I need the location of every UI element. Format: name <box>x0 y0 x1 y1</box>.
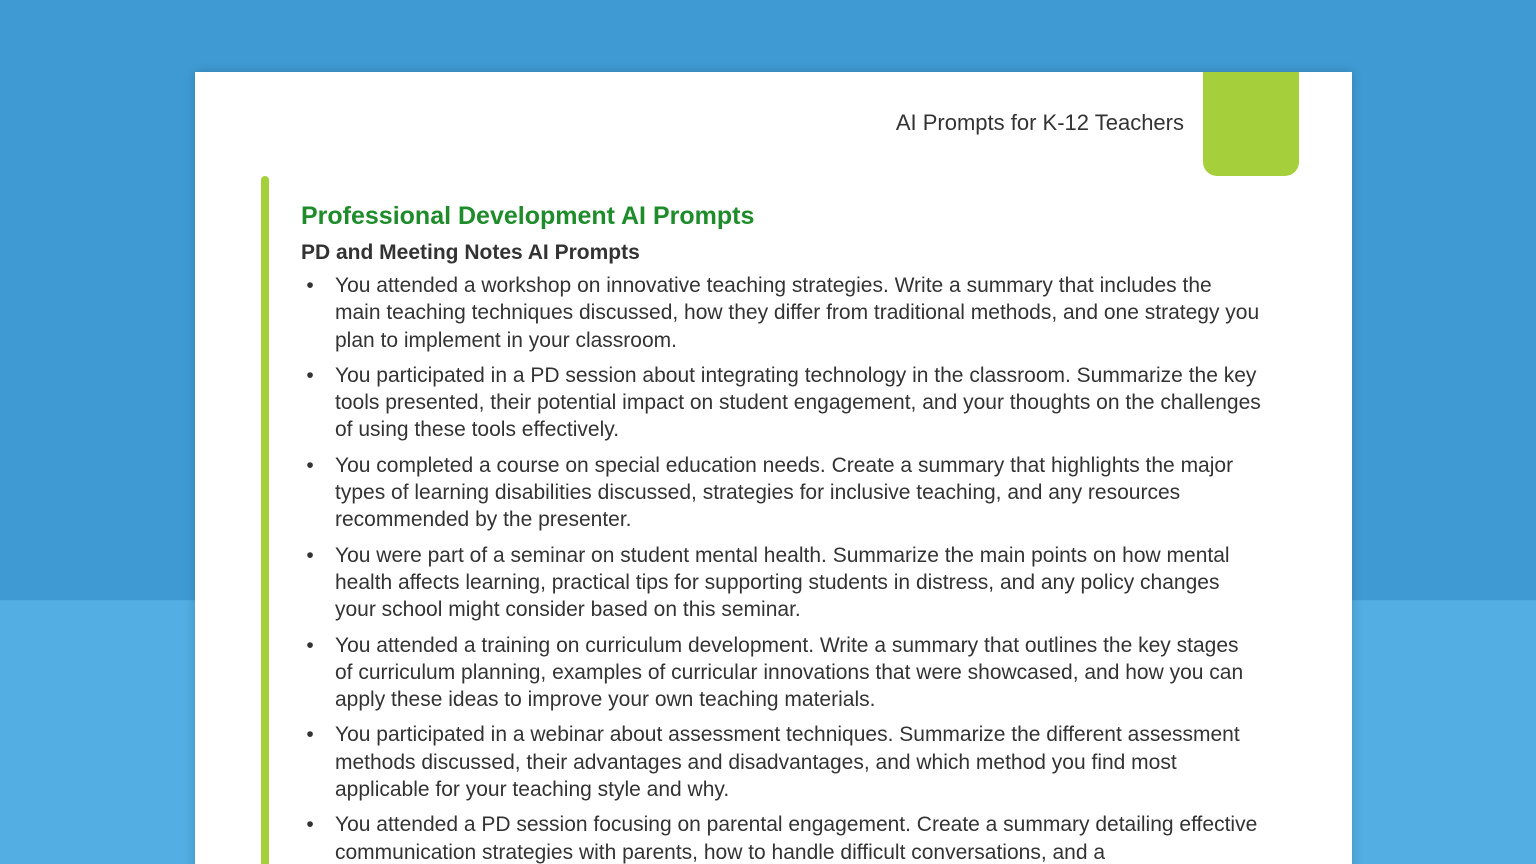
prompt-item <box>301 452 1261 534</box>
prompt-text: You completed a course on special education needs. Create a summary that highlights the major types of learning disabilities discussed, strategies for inclusive teaching, and any resources recommended by the presenter. <box>335 453 1234 532</box>
prompt-text: You attended a training on curriculum development. Write a summary that outlines the key stages of curriculum planning, examples of curricular innovations that were showcased, and how you can apply these ideas to improve your own teaching materials. <box>335 633 1244 712</box>
prompt-text: You were part of a seminar on student mental health. Summarize the main points on how mental health affects learning, practical tips for supporting students in distress, and any policy changes your school might consider based on this seminar. <box>335 543 1230 622</box>
bullet-icon: • <box>306 723 314 747</box>
prompt-item <box>301 811 1261 864</box>
prompt-item <box>301 272 1261 354</box>
bullet-icon: • <box>306 543 314 567</box>
prompt-text: You attended a workshop on innovative teaching strategies. Write a summary that includes the main teaching techniques discussed, how they differ from traditional methods, and one strategy you plan to implement in your classroom. <box>335 274 1260 352</box>
prompt-list <box>301 272 1261 864</box>
prompt-text: You attended a PD session focusing on parental engagement. Create a summary detailing effective communication strategies with parents, how to handle difficult conversations, and a <box>335 813 1258 864</box>
prompt-item <box>301 632 1261 714</box>
prompt-item <box>301 362 1261 444</box>
accent-bar <box>261 176 269 864</box>
document-content <box>301 198 1261 864</box>
prompt-text: You participated in a webinar about assessment techniques. Summarize the different assessment methods discussed, their advantages and disadvantages, and which method you find most applicable for your teaching style and why. <box>335 723 1240 802</box>
document-page <box>195 72 1352 864</box>
bullet-icon: • <box>306 274 314 297</box>
subsection-title: PD and Meeting Notes AI Prompts <box>301 241 640 264</box>
corner-tab-decoration <box>1203 72 1299 176</box>
bullet-icon: • <box>306 453 314 477</box>
bullet-icon: • <box>306 633 314 657</box>
bullet-icon: • <box>306 363 314 387</box>
prompt-item <box>301 542 1261 624</box>
prompt-item <box>301 721 1261 803</box>
section-title: Professional Development AI Prompts <box>301 202 755 230</box>
bullet-icon: • <box>306 813 314 837</box>
document-header: AI Prompts for K-12 Teachers <box>895 110 1184 135</box>
prompt-text: You participated in a PD session about integrating technology in the classroom. Summarize the key tools presented, their potential impact on student engagement, and your thoughts on the challenges of using these tools effectively. <box>335 363 1261 442</box>
